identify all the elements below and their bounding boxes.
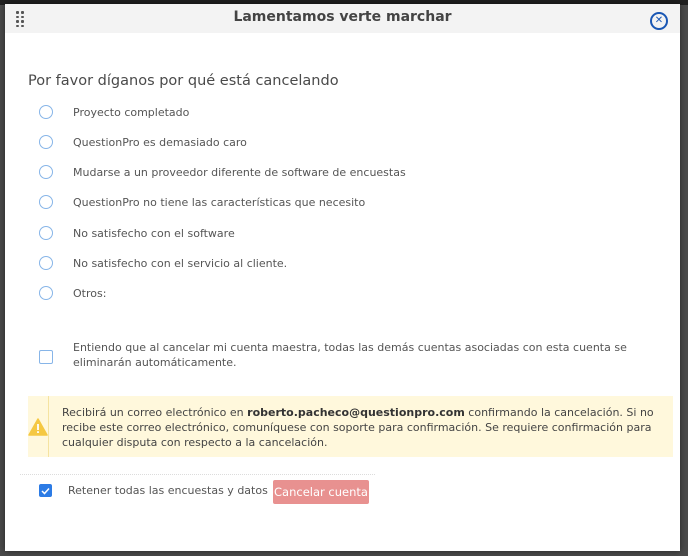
warning-alert — [28, 396, 673, 457]
reason-option[interactable] — [39, 284, 106, 302]
reason-option[interactable] — [39, 163, 406, 181]
radio-button[interactable] — [39, 195, 53, 209]
confirmation-label[interactable]: Entiendo que al cancelar mi cuenta maestra, todas las demás cuentas asociadas con esta cuenta se eliminarán automáticamente. — [73, 341, 627, 369]
warning-icon — [28, 418, 48, 436]
reason-label[interactable]: No satisfecho con el servicio al cliente. — [73, 256, 288, 270]
reason-label[interactable]: No satisfecho con el software — [73, 226, 235, 240]
modal-title: Lamentamos verte marchar — [233, 9, 452, 25]
cancel-account-modal — [5, 4, 680, 551]
radio-button[interactable] — [39, 135, 53, 149]
cancel-account-button[interactable]: Cancelar cuenta — [273, 480, 369, 504]
alert-email: roberto.pacheco@questionpro.com — [247, 406, 465, 419]
confirmation-checkbox[interactable] — [39, 350, 53, 364]
modal-header — [5, 4, 680, 33]
close-icon: ✕ — [654, 15, 664, 26]
radio-button[interactable] — [39, 286, 53, 300]
reason-option[interactable] — [39, 254, 287, 272]
reason-option[interactable] — [39, 193, 365, 211]
radio-button[interactable] — [39, 256, 53, 270]
reason-label[interactable]: Proyecto completado — [73, 105, 190, 119]
retain-data-row[interactable] — [39, 484, 268, 497]
reason-label[interactable]: Otros: — [73, 286, 107, 300]
reason-label[interactable]: Mudarse a un proveedor diferente de software de encuestas — [73, 165, 406, 179]
reason-option[interactable] — [39, 224, 235, 242]
retain-data-checkbox[interactable] — [39, 484, 52, 497]
checkmark-icon — [41, 487, 50, 495]
alert-icon-container — [28, 396, 49, 457]
footer-divider — [20, 474, 375, 475]
reason-label[interactable]: QuestionPro no tiene las características que necesito — [73, 195, 366, 209]
reasons-heading: Por favor díganos por qué está cancelando — [28, 73, 339, 89]
retain-data-label[interactable]: Retener todas las encuestas y datos — [68, 484, 268, 497]
reason-option[interactable] — [39, 103, 189, 121]
reason-option[interactable] — [39, 133, 247, 151]
confirmation-row[interactable] — [39, 340, 649, 370]
alert-text-before: Recibirá un correo electrónico en — [62, 406, 248, 419]
radio-button[interactable] — [39, 105, 53, 119]
alert-message — [49, 396, 673, 457]
radio-button[interactable] — [39, 226, 53, 240]
close-button[interactable] — [650, 12, 668, 30]
reason-label[interactable]: QuestionPro es demasiado caro — [73, 135, 247, 149]
radio-button[interactable] — [39, 165, 53, 179]
alert-text-after: confirmando la cancelación. Si no recibe este correo electrónico, comuníquese con soporte para confirmación. Se requiere confirmación para cualquier disputa con respecto a la cancelación. — [62, 406, 654, 449]
